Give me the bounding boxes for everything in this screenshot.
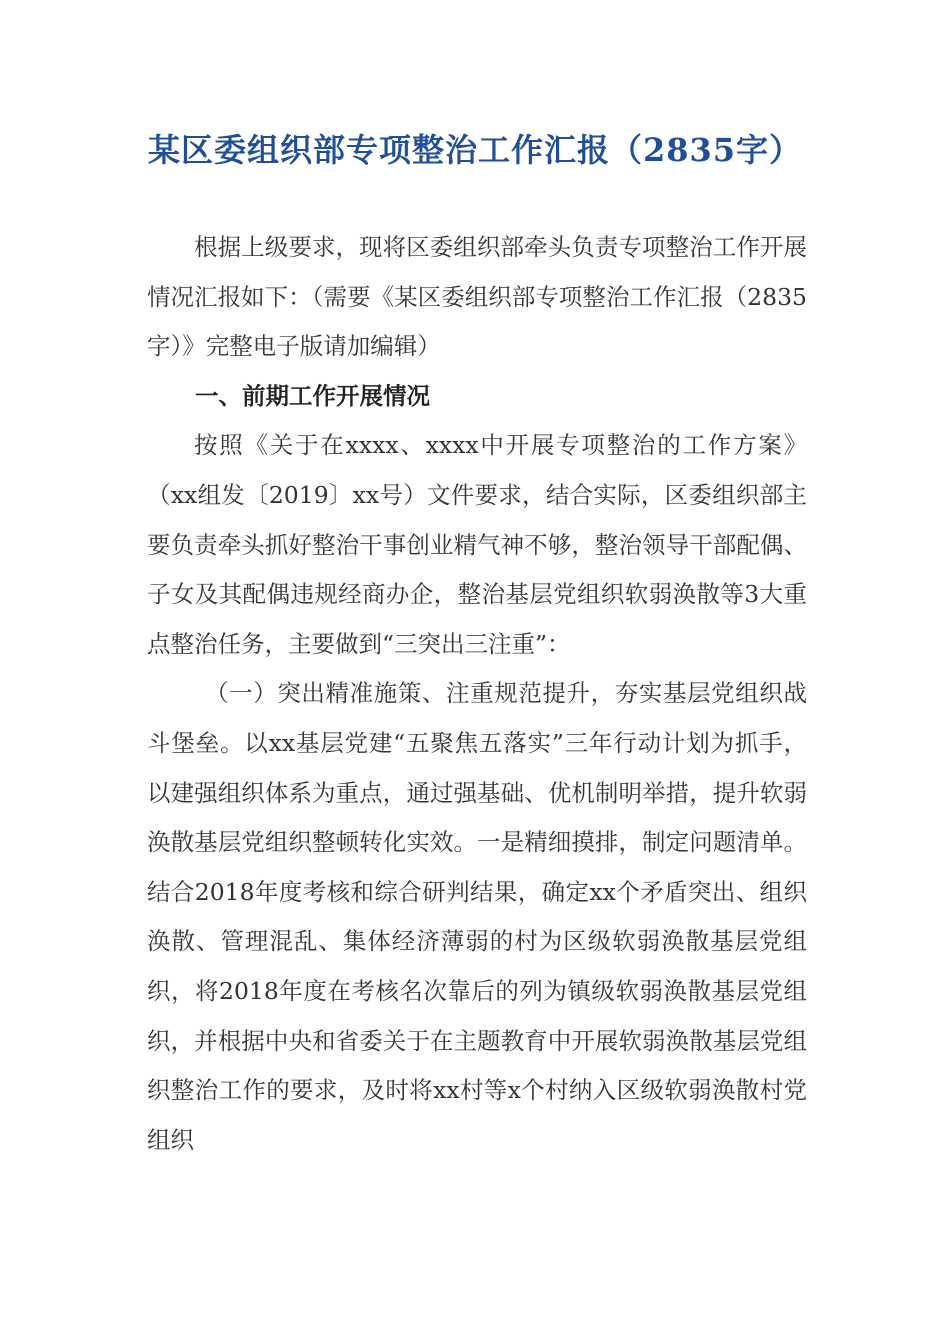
- section-heading: 一、前期工作开展情况: [195, 381, 430, 410]
- body-paragraph: 按照《关于在xxxx、xxxx中开展专项整治的工作方案》（xx组发〔2019〕xx号）文件要求，结合实际，区委组织部主要负责牵头抓好整治干事创业精气神不够，整治领导干部配偶、子女及其配偶违规经商办企，整治基层党组织软弱涣散等3大重点整治任务，主要做到“三突出三注重”：: [147, 431, 807, 658]
- document-title: 某区委组织部专项整治工作汇报（2835字）: [147, 131, 803, 169]
- document-body: [147, 223, 807, 1165]
- intro-paragraph: 根据上级要求，现将区委组织部牵头负责专项整治工作开展情况汇报如下：（需要《某区委组织部专项整治工作汇报（2835字）》完整电子版请加编辑）: [147, 233, 807, 361]
- body-paragraph: （一）突出精准施策、注重规范提升，夯实基层党组织战斗堡垒。以xx基层党建“五聚焦五落实”三年行动计划为抓手，以建强组织体系为重点，通过强基础、优机制明举措，提升软弱涣散基层党组织整顿转化实效。一是精细摸排，制定问题清单。结合2018年度考核和综合研判结果，确定xx个矛盾突出、组织涣散、管理混乱、集体经济薄弱的村为区级软弱涣散基层党组织，将2018年度在考核名次靠后的列为镇级软弱涣散基层党组织，并根据中央和省委关于在主题教育中开展软弱涣散基层党组织整治工作的要求，及时将xx村等x个村纳入区级软弱涣散村党组织: [147, 679, 807, 1154]
